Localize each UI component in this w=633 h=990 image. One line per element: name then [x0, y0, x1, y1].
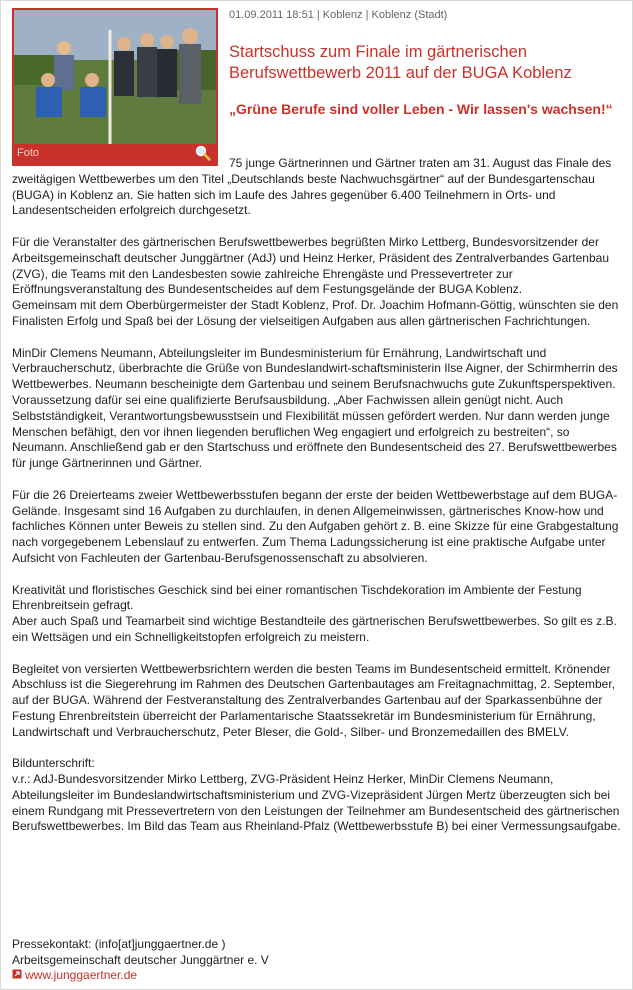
external-link-icon	[12, 968, 22, 984]
paragraph: Kreativität und floristisches Geschick sind bei einer romantischen Tischdekoration im Ambiente der Festung Ehrenbreitsein gefragt. Aber auch Spaß und Teamarbeit sind wichtige Bestandteile des gärtnerischen Berufswettbewerbes. So gilt es z.B. ein Wettsägen und ein Schnelligkeitstopfen erfolgreich zu meistern.	[12, 582, 617, 644]
paragraph: Für die 26 Dreierteams zweier Wettbewerbsstufen begann der erste der beiden Wettbewerbstage auf dem BUGA-Gelände. Insgesamt sind 16 Aufgaben zu durchlaufen, in denen Allgemeinwissen, gärtnerisches Know-how und fachliches Können unter Beweis zu stellen sind. Zu den Aufgaben gehört z. B. eine Skizze für eine Grabgestaltung nach vorgegebenem Lebenslauf zu entwerfen. Zum Thema Ladungssicherung ist eine praktische Aufgabe unter Aufsicht von Fachleuten der Gartenbau-Berufsgenossenschaft zu absolvieren.	[12, 487, 619, 565]
website-link[interactable]: www.junggaertner.de	[25, 968, 138, 982]
contact-organization: Arbeitsgemeinschaft deutscher Junggärtner e. V	[12, 952, 269, 967]
paragraph-text: 75 junge Gärtnerinnen und Gärtner traten am 31. August das Finale des zweitägigen Wettbewerbes um den Titel „Deutschlands beste Nachwuchsgärtner“ auf der Bundesgartenschau (BUGA) in Koblenz an. Sie hatten sich im Laufe des Jahres gegenüber 6.400 Teilnehmern in Orts- und Landesentscheiden erfolgreich durchgesetzt.	[12, 156, 612, 218]
photo-caption-text: Bildunterschrift: v.r.: AdJ-Bundesvorsitzender Mirko Lettberg, ZVG-Präsident Heinz Herker, MinDir Clemens Neumann, Abteilungsleiter im Bundeslandwirtschaftsministerium und ZVG-Vizepräsident Jürgen Mertz überzeugten sich bei einem Rundgang mit Pressevertretern von den Leistungen der Teilnehmer am Bundesentscheid des gärtnerischen Berufswettbewerbes. Im Bild das Team aus Rheinland-Pfalz (Wettbewerbsstufe B) bei einer Vermessungsaufgabe.	[12, 756, 621, 834]
paragraph	[12, 156, 622, 219]
article-body	[12, 156, 622, 851]
paragraph: Für die Veranstalter des gärtnerischen Berufswettbewerbes begrüßten Mirko Lettberg, Bundesvorsitzender der Arbeitsgemeinschaft deutscher Junggärtner (AdJ) und Heinz Herker, Präsident des Zentralverbandes Gartenbau (ZVG), die Teams mit den Landesbesten sowie zahlreiche Ehrengäste und Pressevertreter zur Eröffnungsveranstaltung des Bundesentscheides auf dem Festungsgelände der BUGA Koblenz. Gemeinsam mit dem Oberbürgermeister der Stadt Koblenz, Prof. Dr. Joachim Hofmann-Göttig, wünschten sie den Finalisten Erfolg und Spaß bei der Lösung der vielseitigen Aufgaben aus allen gärtnerischen Fachrichtungen.	[12, 234, 619, 328]
photo-label: Foto	[17, 147, 40, 159]
article-meta: 01.09.2011 18:51 | Koblenz | Koblenz (Stadt)	[229, 9, 448, 21]
photo-image[interactable]	[14, 10, 216, 144]
article-photo[interactable]	[12, 8, 218, 166]
press-contact	[12, 937, 269, 984]
paragraph: Begleitet von versierten Wettbewerbsrichtern werden die besten Teams im Bundesentscheid ermittelt. Krönender Abschluss ist die Siegerehrung im Rahmen des Deutschen Gartenbautages am Freitagnachmittag, 2. September, auf der BUGA. Während der Festveranstaltung des Zentralverbandes Gartenbau auf der Sparkassenbühne der Festung Ehrenbreitstein überreicht der Parlamentarische Staatssekretär im Bundesministerium für Ernährung, Landwirtschaft und Verbraucherschutz, Peter Bleser, die Gold-, Silber- und Bronzemedaillen des BMELV.	[12, 661, 615, 739]
paragraph: MinDir Clemens Neumann, Abteilungsleiter im Bundesministerium für Ernährung, Landwirtschaft und Verbraucherschutz, überbrachte die Grüße von Bundeslandwirt-schaftsministerin Ilse Aigner, der Schirmherrin des Wettbewerbes. Neumann bescheinigte dem Gartenbau und seinem Berufsnachwuchs gute Zukunftsperspektiven. Voraussetzung dafür sei eine qualifizierte Berufsausbildung. „Aber Fachwissen allein genügt nicht. Auch Selbstständigkeit, Verantwortungsbewusstsein und Flexibilität müssen gefördert werden. Nur dann werden junge Menschen befähigt, den vor ihnen liegenden beruflichen Weg engagiert und erfolgreich zu bestreiten“, so Neumann. Anschließend gab er den Startschuss und eröffnete den Bundesentscheid des 27. Berufswettbewerbes für junge Gärtnerinnen und Gärtner.	[12, 345, 618, 471]
contact-email: Pressekontakt: (info[at]junggaertner.de )	[12, 937, 226, 951]
article-subtitle: „Grüne Berufe sind voller Leben - Wir lassen's wachsen!“	[229, 101, 613, 117]
article-title: Startschuss zum Finale im gärtnerischen Berufswettbewerb 2011 auf der BUGA Koblenz	[229, 43, 572, 82]
